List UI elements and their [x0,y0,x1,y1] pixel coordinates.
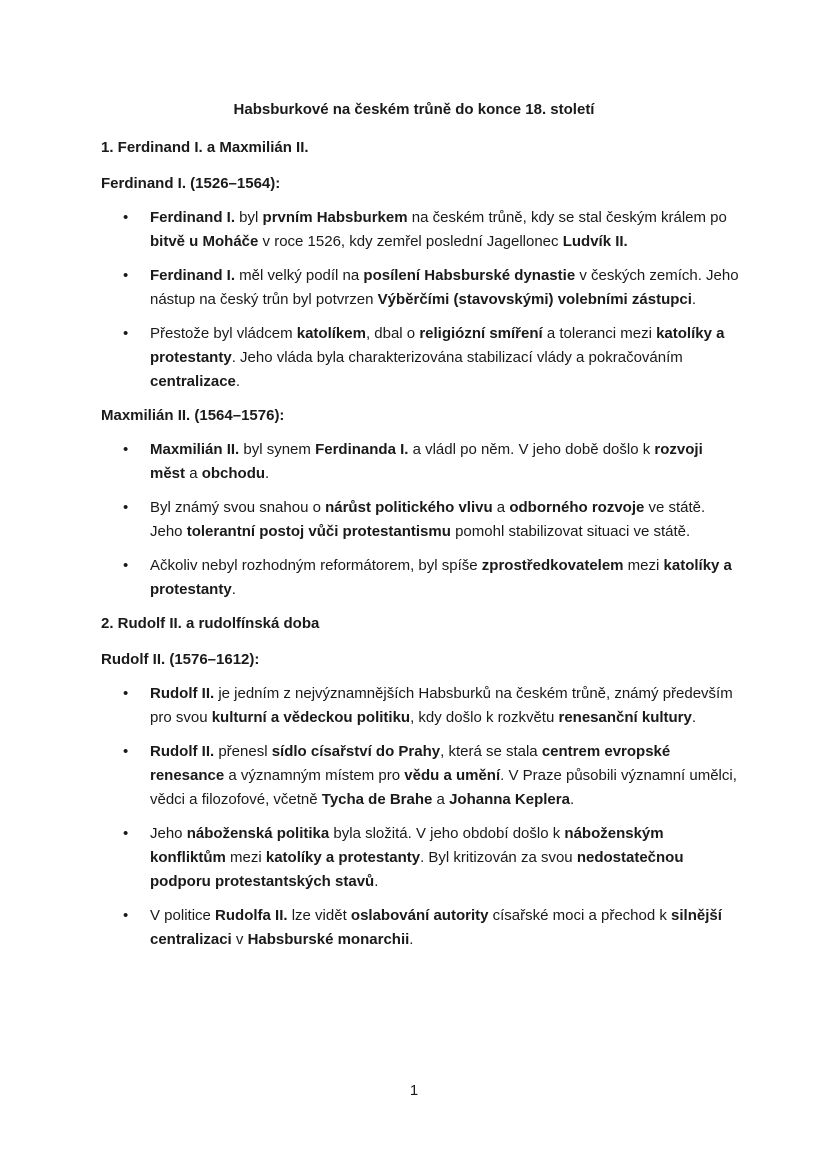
text-run: . [235,373,241,390]
bold-text: tolerantní postoj vůči protestantismu [186,523,451,540]
bullet-icon: • [123,557,129,574]
text-run: , která se stala [440,743,542,760]
bold-text: Ludvík II. [562,233,628,250]
list-item [101,740,741,812]
text-run: . [374,873,379,890]
bold-text: Rudolfa II. [215,907,288,924]
text-run: přenesl [214,743,272,760]
bold-text: Výběrčími (stavovskými) volebními zástupci [377,291,692,308]
list-item [101,264,741,312]
subsection-heading: Maxmilián II. (1564–1576): [101,407,285,424]
bold-text: prvním Habsburkem [262,209,408,226]
text-run: mezi [225,849,266,866]
text-run: . Jeho vláda byla charakterizována stabilizací vlády a pokračováním [231,349,683,366]
text-run: a [432,791,450,808]
text-run: byl [235,209,263,226]
text-run: . [409,931,414,948]
list-item [101,496,741,544]
text-run: . [691,291,697,308]
text-run: a toleranci mezi [542,325,657,342]
bold-text: katolíky a protestanty [150,557,732,598]
text-run: ve státě. Jeho [150,499,706,540]
text-run: pomohl stabilizovat situaci ve státě. [450,523,691,540]
text-run: a [185,465,202,482]
section-heading: 2. Rudolf II. a rudolfínská doba [101,615,320,632]
text-run: , kdy došlo k rozkvětu [410,709,559,726]
text-run: a významným místem pro [224,767,405,784]
list-item [101,682,741,730]
bullet-icon: • [123,685,129,702]
bold-text: kulturní a vědeckou politiku [211,709,411,726]
bullet-icon: • [123,441,129,458]
text-run: . Byl kritizován za svou [420,849,577,866]
subsection-heading: Rudolf II. (1576–1612): [101,651,260,668]
bold-text: sídlo císařství do Prahy [271,743,441,760]
text-run: a vládl po něm. V jeho době došlo k [408,441,655,458]
bold-text: rozvoji měst [150,441,703,482]
text-run: a [492,499,510,516]
bullet-icon: • [123,825,129,842]
text-run: v roce 1526, kdy zemřel poslední Jagellonec [258,233,563,250]
list-item [101,322,741,394]
text-run: . [231,581,236,598]
bold-text: silnější centralizaci [150,907,722,948]
bold-text: katolíky a protestanty [150,325,725,366]
text-run: v [231,931,248,948]
list-item [101,438,741,486]
bold-text: centralizace [150,373,236,390]
bold-text: bitvě u Moháče [150,233,259,250]
list-item [101,554,741,602]
bold-text: katolíky a protestanty [265,849,421,866]
document-body [101,136,741,962]
bold-text: náboženským konfliktům [150,825,664,866]
bold-text: posílení Habsburské dynastie [363,267,576,284]
bold-text: odborného rozvoje [509,499,645,516]
bold-text: Tycha de Brahe [321,791,433,808]
bold-text: náboženská politika [186,825,330,842]
bold-text: renesanční kultury [558,709,692,726]
list-item [101,904,741,952]
bold-text: Johanna Keplera [449,791,570,808]
bold-text: katolíkem [296,325,366,342]
text-run: V politice [150,907,216,924]
bullet-icon: • [123,907,129,924]
bullet-icon: • [123,325,129,342]
bold-text: Ferdinand I. [150,267,236,284]
bold-text: Rudolf II. [150,685,215,702]
bullet-list [101,206,741,394]
text-run: v českých zemích. Jeho nástup na český trůn byl potvrzen [150,267,739,308]
bold-text: Ferdinand I. [150,209,236,226]
text-run: . [569,791,575,808]
section-heading: 1. Ferdinand I. a Maxmilián II. [101,139,309,156]
bullet-list [101,438,741,602]
text-run: . [265,465,270,482]
bullet-icon: • [123,267,129,284]
bold-text: religiózní smíření [419,325,543,342]
bold-text: oslabování autority [350,907,489,924]
text-run: . [691,709,697,726]
text-run: Byl známý svou snahou o [150,499,326,516]
bold-text: nárůst politického vlivu [325,499,493,516]
text-run: Jeho [150,825,187,842]
bold-text: nedostatečnou podporu protestantských stavů [150,849,684,890]
text-run: , dbal o [365,325,420,342]
bold-text: Rudolf II. [150,743,215,760]
bold-text: vědu a umění [404,767,501,784]
page-number: 1 [409,1082,419,1099]
bullet-icon: • [123,209,129,226]
text-run: na českém trůně, kdy se stal českým králem po [407,209,727,226]
text-run: lze vidět [287,907,351,924]
text-run: Ačkoliv nebyl rozhodným reformátorem, byl spíše [150,557,482,574]
list-item [101,206,741,254]
subsection-heading: Ferdinand I. (1526–1564): [101,175,281,192]
text-run: mezi [623,557,664,574]
text-run: byla složitá. V jeho období došlo k [329,825,565,842]
bullet-icon: • [123,499,129,516]
bold-text: Habsburské monarchii [247,931,410,948]
bold-text: Maxmilián II. [150,441,240,458]
text-run: císařské moci a přechod k [488,907,672,924]
text-run: . V Praze působili významní umělci, vědci a filozofové, včetně [150,767,737,808]
bold-text: obchodu [201,465,266,482]
text-run: Přestože byl vládcem [150,325,297,342]
text-run: měl velký podíl na [235,267,364,284]
bullet-icon: • [123,743,129,760]
bullet-list [101,682,741,952]
bold-text: centrem evropské renesance [150,743,671,784]
text-run: byl synem [239,441,316,458]
list-item [101,822,741,894]
text-run: je jedním z nejvýznamnějších Habsburků na českém trůně, známý především pro svou [150,685,733,726]
bold-text: zprostředkovatelem [481,557,624,574]
document-title: Habsburkové na českém trůně do konce 18. století [233,101,595,118]
bold-text: Ferdinanda I. [315,441,409,458]
